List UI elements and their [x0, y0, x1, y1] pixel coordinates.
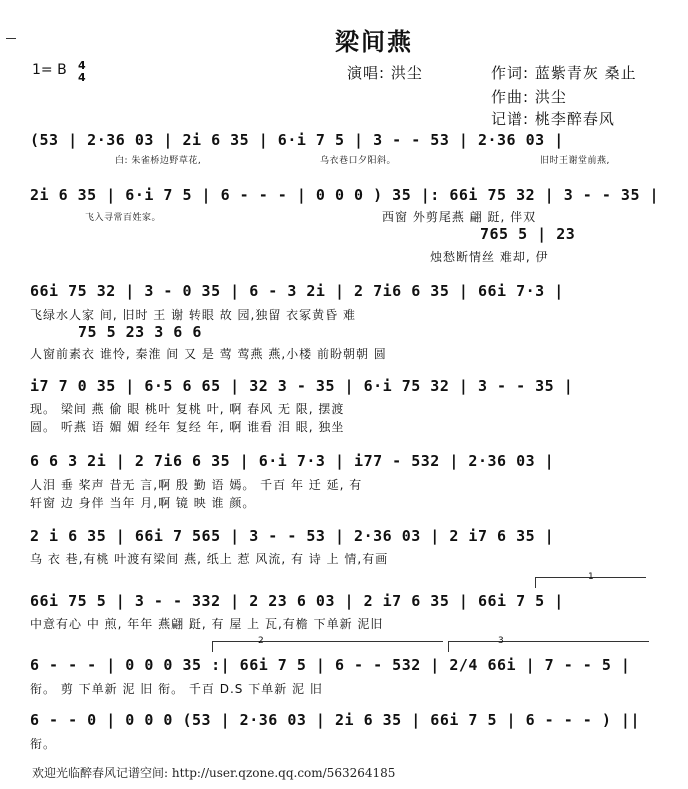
volta-bracket-2: [212, 641, 443, 652]
staff-line-2-alt-notes: 765 5 | 23: [480, 225, 576, 243]
staff-line-4-lyric-b: 圆。 听燕 语 媚 媚 经年 复经 年, 啊 谁看 泪 眼, 独坐: [30, 420, 345, 434]
staff-line-3-lyric-a: 飞绿水人家 间, 旧时 王 谢 转眼 故 园,独留 衣冢黄昏 难: [30, 308, 356, 322]
staff-line-2-alt-lyric: 烛愁断情丝 难却, 伊: [430, 250, 549, 264]
time-signature-bottom: 4: [78, 71, 86, 84]
staff-line-5-lyric-b: 轩窗 边 身伴 当年 月,啊 镜 映 谁 颜。: [30, 496, 256, 510]
staff-line-3-lyric-b: 人窗前素衣 谁怜, 秦淮 间 又 是 莺 莺燕 燕,小楼 前盼朝朝 圆: [30, 347, 387, 361]
staff-line-4-notes: i7 7 0 35 | 6·5 6 65 | 32 3 - 35 | 6·i 75 32 | 3 - - 35 |: [30, 377, 574, 395]
staff-line-7-notes: 66i 75 5 | 3 - - 332 | 2 23 6 03 | 2 i7 6 35 | 66i 7 5 |: [30, 592, 564, 610]
staff-line-6-lyric: 乌 衣 巷,有桃 叶渡有梁间 燕, 纸上 惹 风流, 有 诗 上 情,有画: [30, 552, 389, 566]
staff-line-2-lyric-a: 飞入寻常百姓家。: [85, 213, 162, 223]
staff-line-3-alt-notes: 75 5 23 3 6 6: [78, 323, 202, 341]
staff-line-5-lyric-a: 人泪 垂 桨声 昔无 言,啊 殷 勤 语 嫣。 千百 年 迁 延, 有: [30, 478, 363, 492]
staff-line-1-lyric-a: 白: 朱雀桥边野草花,: [115, 156, 202, 166]
top-dash: [6, 38, 16, 39]
staff-line-7-lyric: 中意有心 中 煎, 年年 燕翩 跹, 有 屋 上 瓦,有檐 下单新 泥旧: [30, 617, 384, 631]
staff-line-1-notes: (53 | 2·36 03 | 2i 6 35 | 6·i 7 5 | 3 - - 53 | 2·36 03 |: [30, 131, 564, 149]
staff-line-6-notes: 2 i 6 35 | 66i 7 565 | 3 - - 53 | 2·36 03 | 2 i7 6 35 |: [30, 527, 555, 545]
volta-mark-3: 3: [498, 636, 505, 646]
staff-line-3-notes: 66i 75 32 | 3 - 0 35 | 6 - 3 2i | 2 7i6 6 35 | 66i 7·3 |: [30, 282, 564, 300]
singer-credit: 演唱: 洪尘: [347, 64, 423, 82]
staff-line-2-notes: 2i 6 35 | 6·i 7 5 | 6 - - - | 0 0 0 ) 35 |: 66i 75 32 | 3 - - 35 |: [30, 186, 660, 204]
staff-line-5-notes: 6 6 3 2i | 2 7i6 6 35 | 6·i 7·3 | i77 - 532 | 2·36 03 |: [30, 452, 555, 470]
time-signature-top: 4: [78, 59, 86, 72]
staff-line-4-lyric-a: 现。 梁间 燕 偷 眼 桃叶 复桃 叶, 啊 春风 无 限, 摆渡: [30, 402, 345, 416]
staff-line-9-lyric: 衔。: [30, 737, 57, 751]
key-signature: 1= B: [32, 62, 67, 78]
volta-bracket-3: [448, 641, 649, 652]
song-title: 梁间燕: [335, 27, 413, 56]
staff-line-8-notes: 6 - - - | 0 0 0 35 :| 66i 7 5 | 6 - - 532 | 2/4 66i | 7 - - 5 |: [30, 656, 631, 674]
staff-line-8-lyric: 衔。 剪 下单新 泥 旧 衔。 千百 D.S 下单新 泥 旧: [30, 682, 323, 696]
composer-credit: 作曲: 洪尘: [491, 88, 567, 106]
volta-mark-2: 2: [258, 636, 265, 646]
lyricist-credit: 作词: 蓝紫青灰 桑止: [491, 64, 637, 82]
footer-credit: 欢迎光临醉春风记谱空间: http://user.qzone.qq.com/563264185: [32, 766, 396, 780]
staff-line-1-lyric-c: 旧时王谢堂前燕,: [540, 156, 610, 166]
staff-line-1-lyric-b: 乌衣巷口夕阳斜。: [320, 156, 397, 166]
staff-line-9-notes: 6 - - 0 | 0 0 0 (53 | 2·36 03 | 2i 6 35 | 66i 7 5 | 6 - - - ) ||: [30, 711, 640, 729]
volta-mark-1: 1: [588, 572, 595, 582]
transcriber-credit: 记谱: 桃李醉春风: [491, 110, 615, 128]
staff-line-2-lyric-b: 西窗 外剪尾燕 翩 跹, 伴双: [382, 210, 537, 224]
